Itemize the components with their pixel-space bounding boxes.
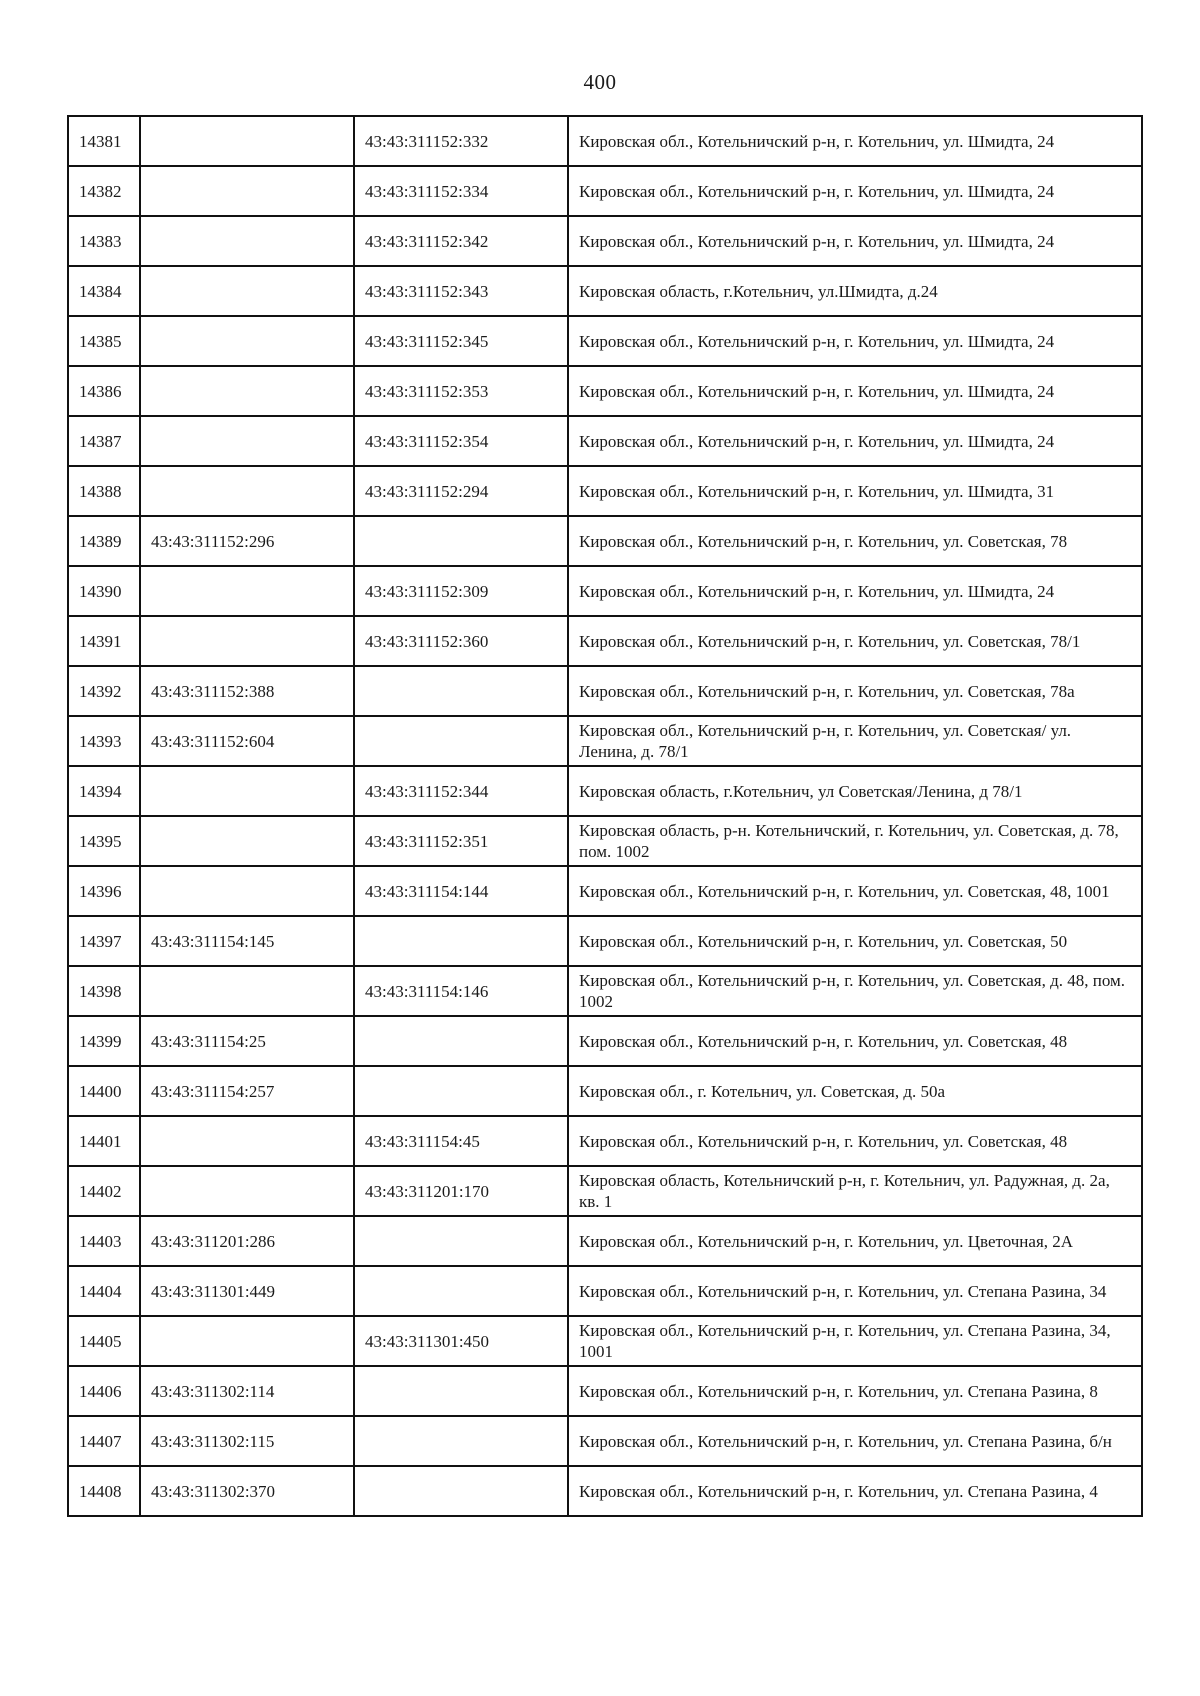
address-cell: Кировская обл., Котельничский р-н, г. Котельнич, ул. Советская, 50 xyxy=(568,916,1142,966)
land-cadastral-number-cell: 43:43:311302:114 xyxy=(140,1366,354,1416)
row-number-cell: 14406 xyxy=(68,1366,140,1416)
object-cadastral-number-cell xyxy=(354,666,568,716)
object-cadastral-number-cell: 43:43:311201:170 xyxy=(354,1166,568,1216)
row-number-cell: 14403 xyxy=(68,1216,140,1266)
land-cadastral-number-cell xyxy=(140,1316,354,1366)
row-number-cell: 14388 xyxy=(68,466,140,516)
object-cadastral-number-cell: 43:43:311152:351 xyxy=(354,816,568,866)
object-cadastral-number-cell: 43:43:311152:360 xyxy=(354,616,568,666)
land-cadastral-number-cell xyxy=(140,216,354,266)
row-number-cell: 14383 xyxy=(68,216,140,266)
object-cadastral-number-cell: 43:43:311152:344 xyxy=(354,766,568,816)
address-cell: Кировская обл., Котельничский р-н, г. Котельнич, ул. Шмидта, 24 xyxy=(568,166,1142,216)
table-row xyxy=(68,416,1142,466)
table-row xyxy=(68,366,1142,416)
object-cadastral-number-cell: 43:43:311154:146 xyxy=(354,966,568,1016)
table-row xyxy=(68,1416,1142,1466)
land-cadastral-number-cell xyxy=(140,366,354,416)
table-row xyxy=(68,1166,1142,1216)
table-body xyxy=(68,116,1142,1516)
object-cadastral-number-cell xyxy=(354,1216,568,1266)
row-number-cell: 14396 xyxy=(68,866,140,916)
table-row xyxy=(68,166,1142,216)
table-row xyxy=(68,616,1142,666)
land-cadastral-number-cell: 43:43:311152:604 xyxy=(140,716,354,766)
table-row xyxy=(68,1216,1142,1266)
table-row xyxy=(68,1016,1142,1066)
table-row xyxy=(68,1366,1142,1416)
table-row xyxy=(68,866,1142,916)
object-cadastral-number-cell: 43:43:311152:343 xyxy=(354,266,568,316)
land-cadastral-number-cell: 43:43:311154:257 xyxy=(140,1066,354,1116)
address-cell: Кировская обл., Котельничский р-н, г. Котельнич, ул. Цветочная, 2А xyxy=(568,1216,1142,1266)
address-cell: Кировская обл., Котельничский р-н, г. Котельнич, ул. Советская/ ул. Ленина, д. 78/1 xyxy=(568,716,1142,766)
row-number-cell: 14385 xyxy=(68,316,140,366)
land-cadastral-number-cell xyxy=(140,1166,354,1216)
object-cadastral-number-cell xyxy=(354,1466,568,1516)
row-number-cell: 14402 xyxy=(68,1166,140,1216)
table-row xyxy=(68,466,1142,516)
address-cell: Кировская обл., Котельничский р-н, г. Котельнич, ул. Шмидта, 31 xyxy=(568,466,1142,516)
table-row xyxy=(68,266,1142,316)
table-row xyxy=(68,766,1142,816)
address-cell: Кировская обл., Котельничский р-н, г. Котельнич, ул. Советская, 48, 1001 xyxy=(568,866,1142,916)
row-number-cell: 14392 xyxy=(68,666,140,716)
object-cadastral-number-cell: 43:43:311152:345 xyxy=(354,316,568,366)
land-cadastral-number-cell xyxy=(140,816,354,866)
land-cadastral-number-cell: 43:43:311152:388 xyxy=(140,666,354,716)
land-cadastral-number-cell xyxy=(140,1116,354,1166)
row-number-cell: 14407 xyxy=(68,1416,140,1466)
table-row xyxy=(68,216,1142,266)
row-number-cell: 14393 xyxy=(68,716,140,766)
object-cadastral-number-cell: 43:43:311152:354 xyxy=(354,416,568,466)
land-cadastral-number-cell xyxy=(140,766,354,816)
address-cell: Кировская обл., Котельничский р-н, г. Котельнич, ул. Степана Разина, 34 xyxy=(568,1266,1142,1316)
object-cadastral-number-cell xyxy=(354,1266,568,1316)
object-cadastral-number-cell: 43:43:311154:45 xyxy=(354,1116,568,1166)
address-cell: Кировская область, Котельничский р-н, г. Котельнич, ул. Радужная, д. 2а, кв. 1 xyxy=(568,1166,1142,1216)
table-row xyxy=(68,716,1142,766)
row-number-cell: 14389 xyxy=(68,516,140,566)
object-cadastral-number-cell xyxy=(354,1416,568,1466)
address-cell: Кировская обл., Котельничский р-н, г. Котельнич, ул. Шмидта, 24 xyxy=(568,116,1142,166)
address-cell: Кировская область, р-н. Котельничский, г. Котельнич, ул. Советская, д. 78, пом. 1002 xyxy=(568,816,1142,866)
land-cadastral-number-cell xyxy=(140,166,354,216)
object-cadastral-number-cell xyxy=(354,1066,568,1116)
land-cadastral-number-cell xyxy=(140,616,354,666)
table-row xyxy=(68,516,1142,566)
address-cell: Кировская обл., Котельничский р-н, г. Котельнич, ул. Шмидта, 24 xyxy=(568,366,1142,416)
address-cell: Кировская обл., Котельничский р-н, г. Котельнич, ул. Шмидта, 24 xyxy=(568,216,1142,266)
object-cadastral-number-cell: 43:43:311152:332 xyxy=(354,116,568,166)
row-number-cell: 14400 xyxy=(68,1066,140,1116)
land-cadastral-number-cell xyxy=(140,966,354,1016)
table-row xyxy=(68,666,1142,716)
address-cell: Кировская обл., Котельничский р-н, г. Котельнич, ул. Советская, д. 48, пом. 1002 xyxy=(568,966,1142,1016)
object-cadastral-number-cell: 43:43:311152:334 xyxy=(354,166,568,216)
table-row xyxy=(68,816,1142,866)
object-cadastral-number-cell: 43:43:311152:309 xyxy=(354,566,568,616)
address-cell: Кировская обл., Котельничский р-н, г. Котельнич, ул. Степана Разина, 4 xyxy=(568,1466,1142,1516)
table-row xyxy=(68,116,1142,166)
address-cell: Кировская область, г.Котельнич, ул Советская/Ленина, д 78/1 xyxy=(568,766,1142,816)
page-number: 400 xyxy=(583,70,617,94)
object-cadastral-number-cell xyxy=(354,1016,568,1066)
land-cadastral-number-cell xyxy=(140,116,354,166)
address-cell: Кировская обл., Котельничский р-н, г. Котельнич, ул. Степана Разина, б/н xyxy=(568,1416,1142,1466)
row-number-cell: 14387 xyxy=(68,416,140,466)
row-number-cell: 14381 xyxy=(68,116,140,166)
row-number-cell: 14394 xyxy=(68,766,140,816)
object-cadastral-number-cell: 43:43:311152:353 xyxy=(354,366,568,416)
object-cadastral-number-cell: 43:43:311152:294 xyxy=(354,466,568,516)
address-cell: Кировская обл., Котельничский р-н, г. Котельнич, ул. Степана Разина, 8 xyxy=(568,1366,1142,1416)
land-cadastral-number-cell: 43:43:311154:145 xyxy=(140,916,354,966)
row-number-cell: 14408 xyxy=(68,1466,140,1516)
land-cadastral-number-cell xyxy=(140,316,354,366)
row-number-cell: 14398 xyxy=(68,966,140,1016)
row-number-cell: 14382 xyxy=(68,166,140,216)
table-row xyxy=(68,316,1142,366)
row-number-cell: 14391 xyxy=(68,616,140,666)
row-number-cell: 14405 xyxy=(68,1316,140,1366)
address-cell: Кировская обл., Котельничский р-н, г. Котельнич, ул. Советская, 78/1 xyxy=(568,616,1142,666)
land-cadastral-number-cell xyxy=(140,866,354,916)
address-cell: Кировская обл., Котельничский р-н, г. Котельнич, ул. Шмидта, 24 xyxy=(568,416,1142,466)
address-cell: Кировская обл., Котельничский р-н, г. Котельнич, ул. Советская, 78а xyxy=(568,666,1142,716)
land-cadastral-number-cell: 43:43:311201:286 xyxy=(140,1216,354,1266)
object-cadastral-number-cell xyxy=(354,716,568,766)
address-cell: Кировская область, г.Котельнич, ул.Шмидта, д.24 xyxy=(568,266,1142,316)
object-cadastral-number-cell xyxy=(354,916,568,966)
property-registry-table xyxy=(67,115,1143,1517)
address-cell: Кировская обл., Котельничский р-н, г. Котельнич, ул. Советская, 48 xyxy=(568,1116,1142,1166)
table-row xyxy=(68,1066,1142,1116)
table-row xyxy=(68,966,1142,1016)
address-cell: Кировская обл., Котельничский р-н, г. Котельнич, ул. Степана Разина, 34, 1001 xyxy=(568,1316,1142,1366)
object-cadastral-number-cell: 43:43:311301:450 xyxy=(354,1316,568,1366)
object-cadastral-number-cell xyxy=(354,1366,568,1416)
land-cadastral-number-cell xyxy=(140,466,354,516)
land-cadastral-number-cell: 43:43:311152:296 xyxy=(140,516,354,566)
object-cadastral-number-cell xyxy=(354,516,568,566)
table-row xyxy=(68,1116,1142,1166)
address-cell: Кировская обл., Котельничский р-н, г. Котельнич, ул. Советская, 48 xyxy=(568,1016,1142,1066)
row-number-cell: 14384 xyxy=(68,266,140,316)
table-row xyxy=(68,916,1142,966)
table-row xyxy=(68,1466,1142,1516)
land-cadastral-number-cell xyxy=(140,266,354,316)
table-row xyxy=(68,566,1142,616)
address-cell: Кировская обл., Котельничский р-н, г. Котельнич, ул. Советская, 78 xyxy=(568,516,1142,566)
land-cadastral-number-cell xyxy=(140,566,354,616)
row-number-cell: 14404 xyxy=(68,1266,140,1316)
land-cadastral-number-cell: 43:43:311301:449 xyxy=(140,1266,354,1316)
row-number-cell: 14397 xyxy=(68,916,140,966)
table-row xyxy=(68,1266,1142,1316)
address-cell: Кировская обл., Котельничский р-н, г. Котельнич, ул. Шмидта, 24 xyxy=(568,316,1142,366)
row-number-cell: 14401 xyxy=(68,1116,140,1166)
land-cadastral-number-cell: 43:43:311154:25 xyxy=(140,1016,354,1066)
land-cadastral-number-cell xyxy=(140,416,354,466)
row-number-cell: 14399 xyxy=(68,1016,140,1066)
row-number-cell: 14395 xyxy=(68,816,140,866)
table-row xyxy=(68,1316,1142,1366)
land-cadastral-number-cell: 43:43:311302:370 xyxy=(140,1466,354,1516)
object-cadastral-number-cell: 43:43:311154:144 xyxy=(354,866,568,916)
object-cadastral-number-cell: 43:43:311152:342 xyxy=(354,216,568,266)
row-number-cell: 14386 xyxy=(68,366,140,416)
land-cadastral-number-cell: 43:43:311302:115 xyxy=(140,1416,354,1466)
row-number-cell: 14390 xyxy=(68,566,140,616)
address-cell: Кировская обл., Котельничский р-н, г. Котельнич, ул. Шмидта, 24 xyxy=(568,566,1142,616)
address-cell: Кировская обл., г. Котельнич, ул. Советская, д. 50а xyxy=(568,1066,1142,1116)
